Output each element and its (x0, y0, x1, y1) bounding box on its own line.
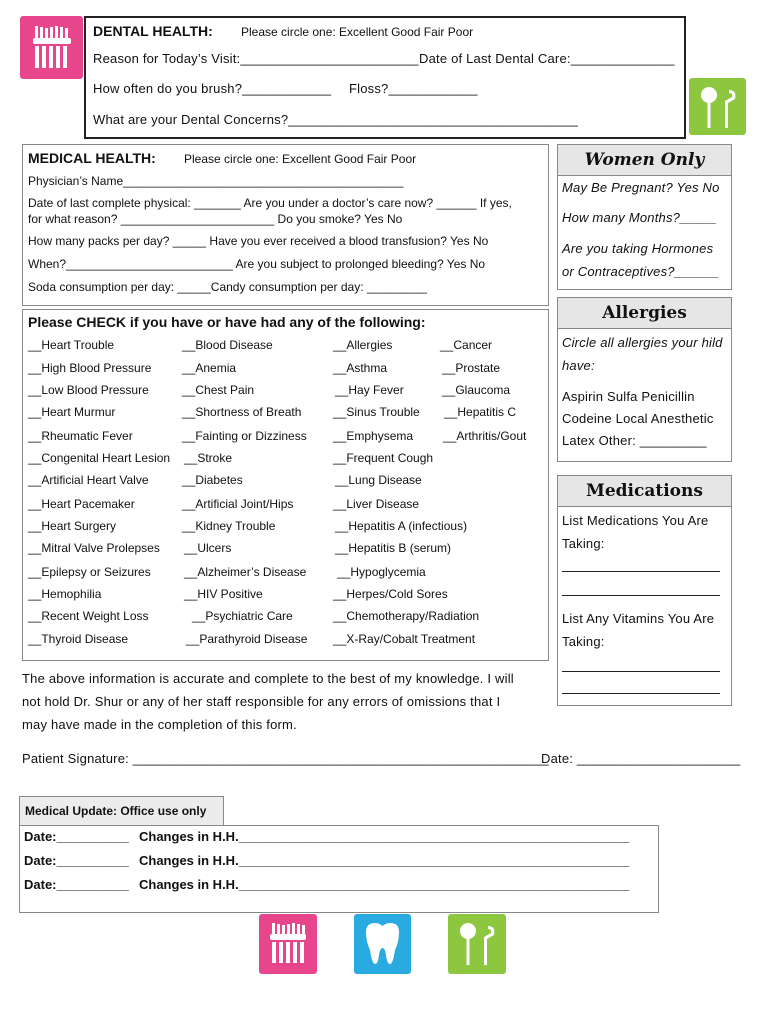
signature-date-field[interactable]: Date: ______________________ (541, 751, 741, 766)
condition-item[interactable]: __Prostate (442, 361, 501, 375)
visit-reason-field[interactable]: Reason for Today’s Visit:________________________ (93, 51, 419, 66)
allergies-intro: Circle all allergies your hild (562, 335, 723, 350)
toothbrush-icon (259, 914, 317, 974)
allergies-header: Allergies (557, 297, 732, 329)
condition-item[interactable]: __Heart Pacemaker (28, 497, 135, 511)
update-date-field[interactable]: Date:__________ (24, 829, 129, 844)
condition-item[interactable]: __Herpes/Cold Sores (333, 587, 448, 601)
condition-item[interactable]: __Hemophilia (28, 587, 102, 601)
condition-item[interactable]: __Lung Disease (335, 473, 422, 487)
patient-signature-field[interactable]: Patient Signature: ________________________________________________________ (22, 751, 549, 766)
condition-item[interactable]: __Liver Disease (333, 497, 420, 511)
condition-item[interactable]: __HIV Positive (184, 587, 263, 601)
condition-item[interactable]: __Psychiatric Care (192, 609, 293, 623)
care-reason-field[interactable]: for what reason? _______________________ Do you smoke? Yes No (28, 212, 403, 226)
allergies-intro-2: have: (562, 358, 595, 373)
condition-item[interactable]: __Heart Trouble (28, 338, 115, 352)
hormones-field[interactable]: Are you taking Hormones (562, 241, 714, 256)
condition-item[interactable]: __Hypoglycemia (337, 565, 426, 579)
medical-update-title: Medical Update: Office use only (25, 804, 207, 818)
brush-frequency-field[interactable]: How often do you brush?____________ (93, 81, 332, 96)
update-changes-field[interactable]: Changes in H.H.______________________________________________________ (139, 829, 630, 844)
statement-line: The above information is accurate and complete to the best of my knowledge. I will (22, 671, 514, 686)
medications-header: Medications (557, 475, 732, 507)
condition-item[interactable]: __Artificial Joint/Hips (182, 497, 294, 511)
women-only-header: Women Only (557, 144, 732, 176)
last-physical-field[interactable]: Date of last complete physical: _______ Are you under a doctor’s care now? ______ If yes, (28, 196, 512, 210)
last-dental-care-field[interactable]: Date of Last Dental Care:______________ (419, 51, 675, 66)
consumption-field[interactable]: Soda consumption per day: _____Candy consumption per day: _________ (28, 280, 427, 294)
condition-item[interactable]: __Hepatitis B (serum) (335, 541, 452, 555)
condition-item[interactable]: __Kidney Trouble (182, 519, 276, 533)
condition-item[interactable]: __Arthritis/Gout (443, 429, 527, 443)
condition-item[interactable]: __Frequent Cough (333, 451, 434, 465)
transfusion-when-field[interactable]: When?_________________________ Are you subject to prolonged bleeding? Yes No (28, 257, 486, 271)
update-changes-field[interactable]: Changes in H.H.______________________________________________________ (139, 877, 630, 892)
condition-item[interactable]: __Blood Disease (182, 338, 273, 352)
medical-health-title: MEDICAL HEALTH: (28, 150, 156, 166)
condition-item[interactable]: __Low Blood Pressure (28, 383, 149, 397)
toothbrush-icon (20, 16, 83, 79)
medications-label-2: Taking: (562, 536, 605, 551)
condition-item[interactable]: __Hepatitis A (infectious) (335, 519, 468, 533)
statement-line: not hold Dr. Shur or any of her staff responsible for any errors of omissions that I (22, 694, 501, 709)
physician-name-field[interactable]: Physician’s Name__________________________________________ (28, 174, 404, 188)
condition-item[interactable]: __Fainting or Dizziness (182, 429, 307, 443)
dental-concerns-field[interactable]: What are your Dental Concerns?_______________________________________ (93, 112, 579, 127)
checklist-title: Please CHECK if you have or have had any of the following: (28, 314, 426, 330)
condition-item[interactable]: __Chest Pain (182, 383, 255, 397)
condition-item[interactable]: __Shortness of Breath (182, 405, 302, 419)
update-date-field[interactable]: Date:__________ (24, 877, 129, 892)
dental-mirror-icon (448, 914, 506, 974)
condition-item[interactable]: __Anemia (182, 361, 237, 375)
condition-item[interactable]: __Sinus Trouble (333, 405, 420, 419)
condition-item[interactable]: __Mitral Valve Prolepses (28, 541, 160, 555)
vitamins-label-2: Taking: (562, 634, 605, 649)
dental-health-title: DENTAL HEALTH: (93, 23, 213, 39)
allergy-options-1[interactable]: Aspirin Sulfa Penicillin (562, 389, 695, 404)
medications-label: List Medications You Are (562, 513, 709, 528)
allergy-options-2[interactable]: Codeine Local Anesthetic (562, 411, 714, 426)
condition-item[interactable]: __Epilepsy or Seizures (28, 565, 151, 579)
medications-line[interactable] (562, 595, 720, 596)
condition-item[interactable]: __Thyroid Disease (28, 632, 129, 646)
update-date-field[interactable]: Date:__________ (24, 853, 129, 868)
condition-item[interactable]: __Artificial Heart Valve (28, 473, 149, 487)
update-changes-field[interactable]: Changes in H.H.______________________________________________________ (139, 853, 630, 868)
vitamins-line[interactable] (562, 693, 720, 694)
condition-item[interactable]: __Asthma (333, 361, 388, 375)
condition-item[interactable]: __Rheumatic Fever (28, 429, 133, 443)
dental-mirror-icon (689, 78, 746, 135)
condition-item[interactable]: __X-Ray/Cobalt Treatment (333, 632, 476, 646)
months-field[interactable]: How many Months?_____ (562, 210, 718, 225)
contraceptives-field[interactable]: or Contraceptives?______ (562, 264, 720, 279)
condition-item[interactable]: __Allergies (333, 338, 393, 352)
medical-rating[interactable]: Please circle one: Excellent Good Fair Poor (184, 152, 417, 166)
packs-per-day-field[interactable]: How many packs per day? _____ Have you ever received a blood transfusion? Yes No (28, 234, 489, 248)
condition-item[interactable]: __Alzheimer’s Disease (184, 565, 307, 579)
floss-field[interactable]: Floss?____________ (349, 81, 478, 96)
condition-item[interactable]: __Recent Weight Loss (28, 609, 149, 623)
statement-line: may have made in the completion of this form. (22, 717, 297, 732)
dental-rating[interactable]: Please circle one: Excellent Good Fair Poor (241, 25, 474, 39)
condition-item[interactable]: __Parathyroid Disease (186, 632, 308, 646)
condition-item[interactable]: __Glaucoma (442, 383, 511, 397)
vitamins-label: List Any Vitamins You Are (562, 611, 715, 626)
pregnant-field[interactable]: May Be Pregnant? Yes No (562, 180, 720, 195)
condition-item[interactable]: __Cancer (440, 338, 493, 352)
allergy-options-3[interactable]: Latex Other: _________ (562, 433, 707, 448)
condition-item[interactable]: __Heart Murmur (28, 405, 116, 419)
condition-item[interactable]: __Emphysema (333, 429, 414, 443)
condition-item[interactable]: __Chemotherapy/Radiation (333, 609, 480, 623)
condition-item[interactable]: __High Blood Pressure (28, 361, 152, 375)
vitamins-line[interactable] (562, 671, 720, 672)
condition-item[interactable]: __Hepatitis C (444, 405, 517, 419)
condition-item[interactable]: __Stroke (184, 451, 233, 465)
medications-line[interactable] (562, 571, 720, 572)
condition-item[interactable]: __Ulcers (184, 541, 232, 555)
condition-item[interactable]: __Congenital Heart Lesion (28, 451, 171, 465)
condition-item[interactable]: __Heart Surgery (28, 519, 117, 533)
condition-item[interactable]: __Diabetes (182, 473, 243, 487)
condition-item[interactable]: __Hay Fever (335, 383, 404, 397)
tooth-icon (354, 914, 411, 974)
